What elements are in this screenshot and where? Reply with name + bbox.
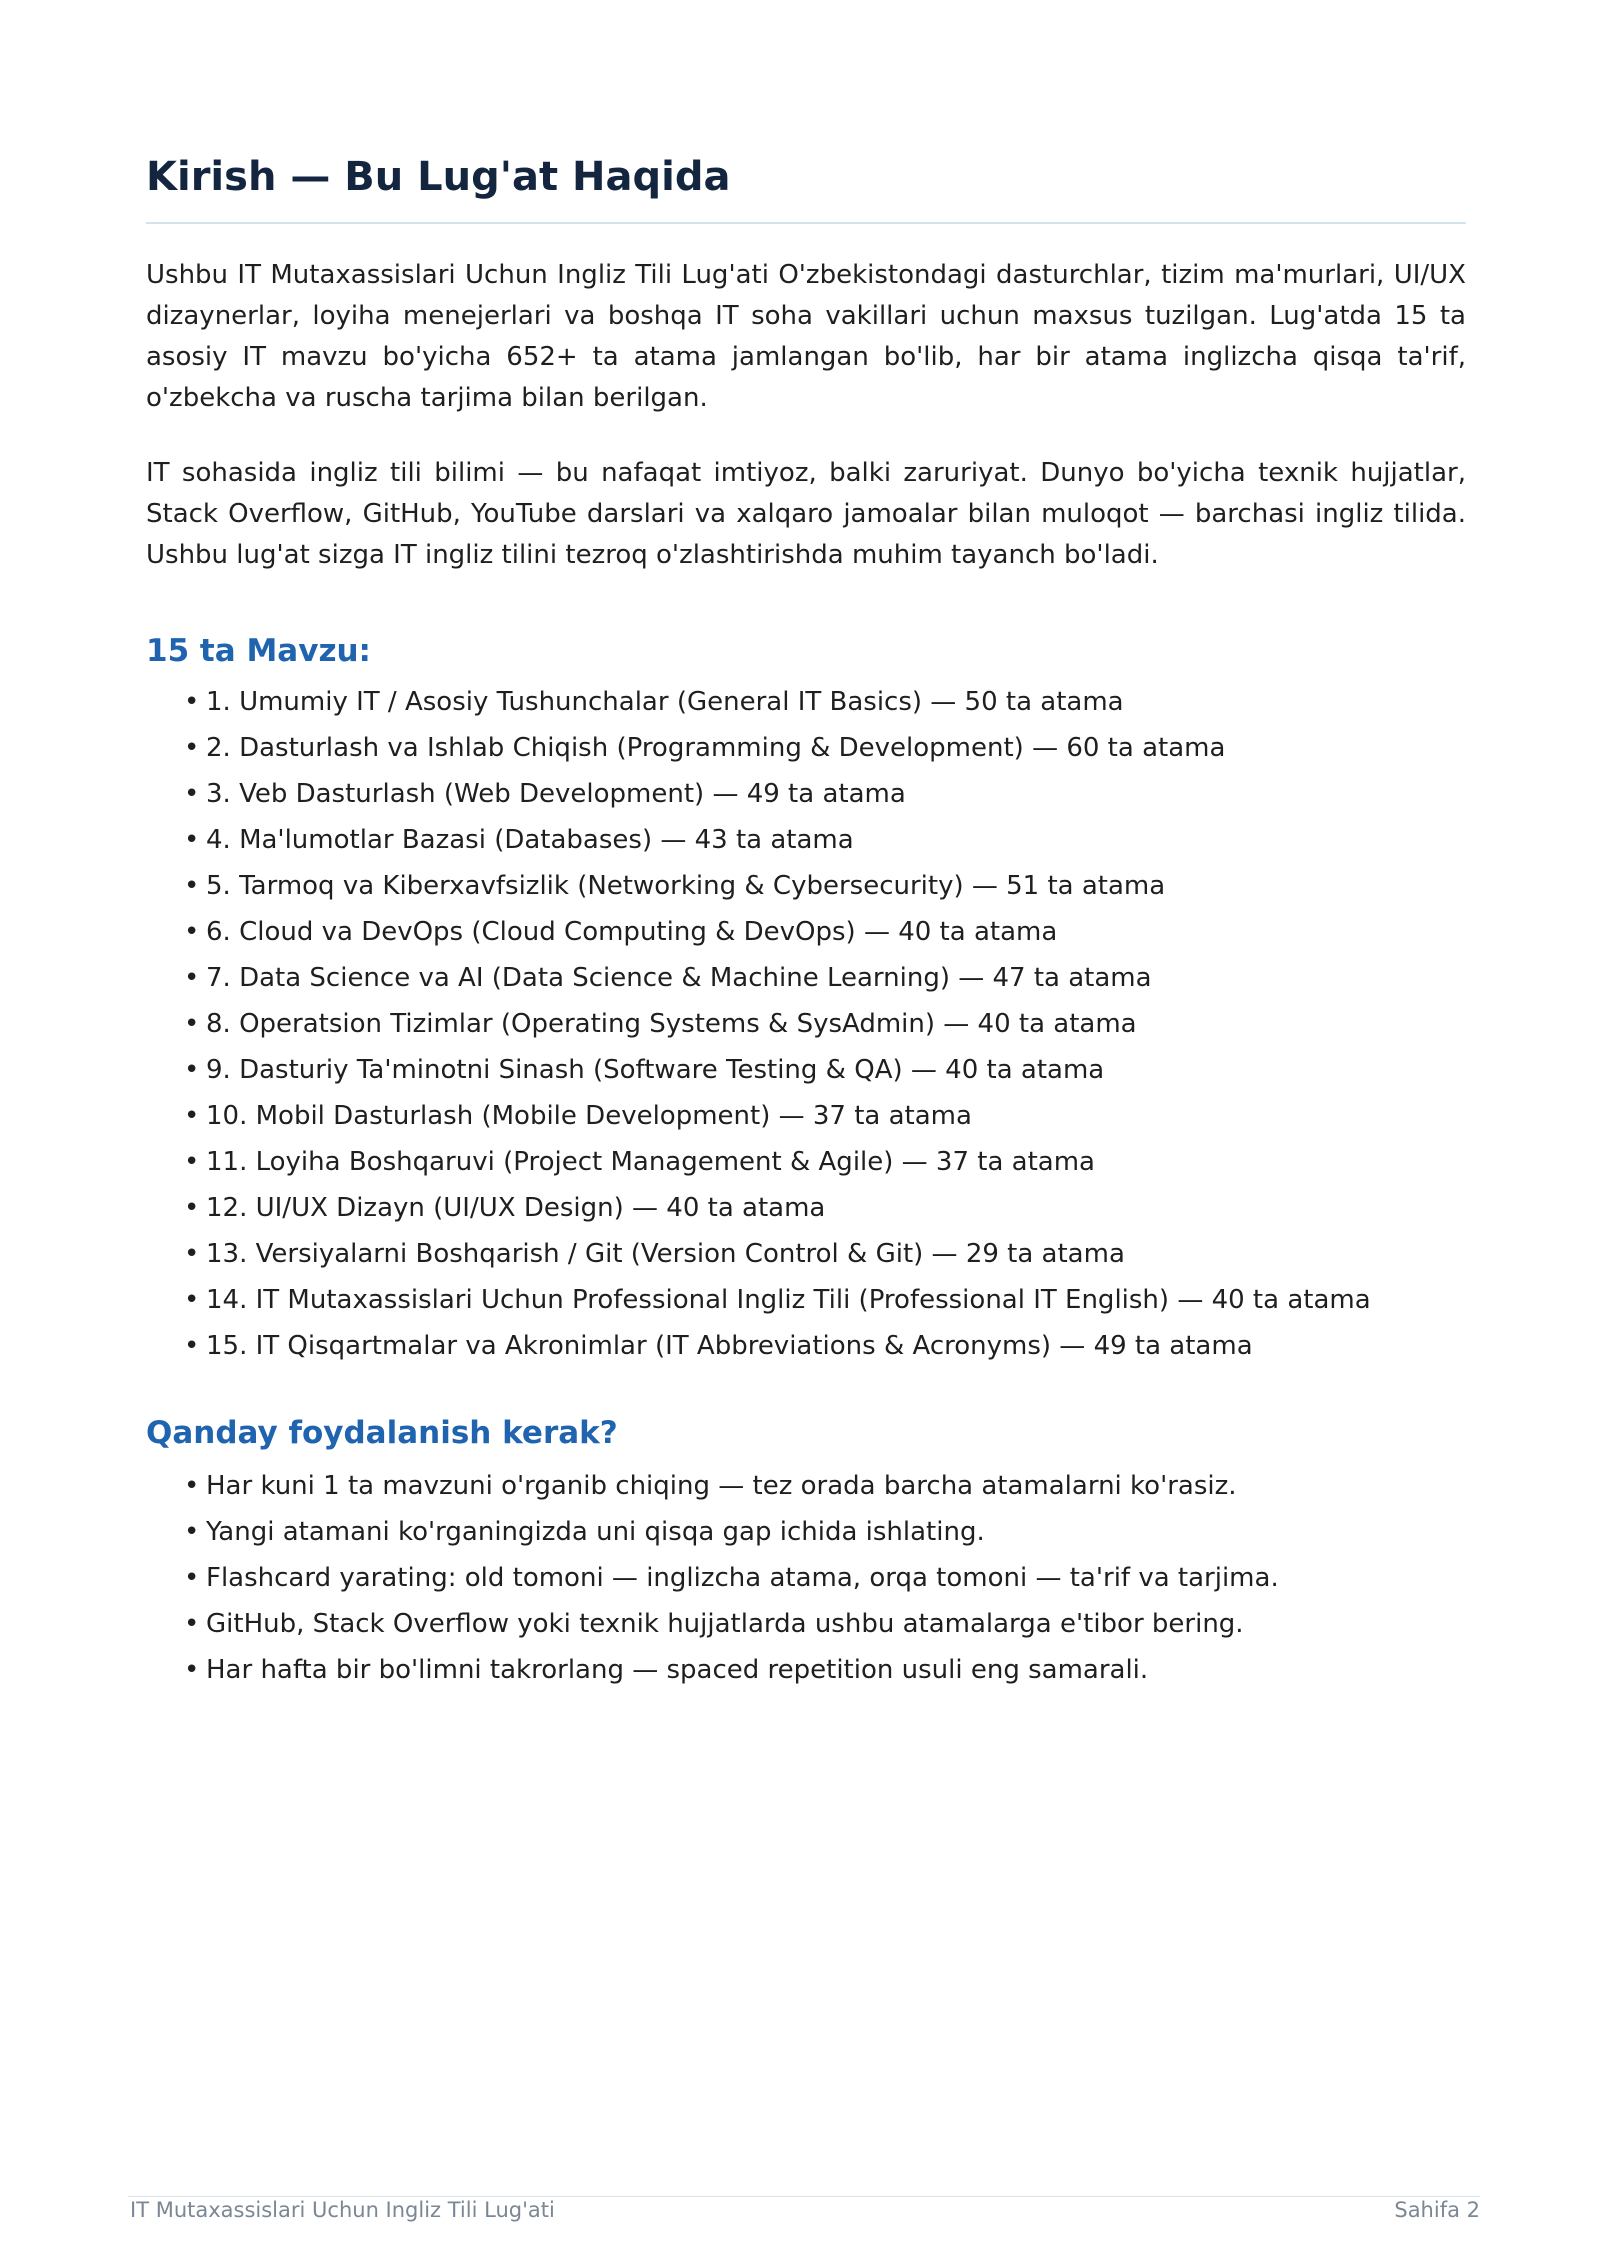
topic-list-item-text: 7. Data Science va AI (Data Science & Machine Learning) — 47 ta atama bbox=[206, 963, 1152, 993]
usage-heading: Qanday foydalanish kerak? bbox=[146, 1415, 618, 1451]
usage-list-item-text: Yangi atamani ko'rganingizda uni qisqa gap ichida ishlating. bbox=[206, 1517, 985, 1547]
bullet-marker: • bbox=[184, 1101, 200, 1131]
bullet-marker: • bbox=[184, 963, 200, 993]
topic-list-item bbox=[184, 1277, 1371, 1323]
page-title: Kirish — Bu Lug'at Haqida bbox=[146, 154, 731, 200]
topics-list bbox=[184, 679, 1371, 1369]
topic-list-item-text: 14. IT Mutaxassislari Uchun Professional Ingliz Tili (Professional IT English) — 40 ta atama bbox=[206, 1285, 1371, 1315]
bullet-marker: • bbox=[184, 1563, 200, 1593]
bullet-marker: • bbox=[184, 1193, 200, 1223]
bullet-marker: • bbox=[184, 871, 200, 901]
topic-list-item bbox=[184, 1093, 1371, 1139]
bullet-marker: • bbox=[184, 687, 200, 717]
topic-list-item bbox=[184, 909, 1371, 955]
topic-list-item-text: 2. Dasturlash va Ishlab Chiqish (Programming & Development) — 60 ta atama bbox=[206, 733, 1226, 763]
footer-document-name: IT Mutaxassislari Uchun Ingliz Tili Lug'ati bbox=[130, 2198, 555, 2222]
intro-paragraph-2: IT sohasida ingliz tili bilimi — bu nafaqat imtiyoz, balki zaruriyat. Dunyo bo'yicha texnik hujjatlar, Stack Overflow, GitHub, YouTube darslari va xalqaro jamoalar bilan muloqot — barchasi ingliz tilida. Ushbu lug'at sizga IT ingliz tilini tezroq o'zlashtirishda muhim tayanch bo'ladi. bbox=[146, 458, 1466, 570]
usage-list-item bbox=[184, 1509, 1279, 1555]
topic-list-item bbox=[184, 1139, 1371, 1185]
bullet-marker: • bbox=[184, 1239, 200, 1269]
bullet-marker: • bbox=[184, 917, 200, 947]
topic-list-item-text: 12. UI/UX Dizayn (UI/UX Design) — 40 ta atama bbox=[206, 1193, 826, 1223]
topic-list-item bbox=[184, 1323, 1371, 1369]
usage-list-item bbox=[184, 1647, 1279, 1693]
bullet-marker: • bbox=[184, 1655, 200, 1685]
topic-list-item bbox=[184, 771, 1371, 817]
topic-list-item-text: 1. Umumiy IT / Asosiy Tushunchalar (General IT Basics) — 50 ta atama bbox=[206, 687, 1124, 717]
topic-list-item bbox=[184, 679, 1371, 725]
usage-list-item-text: GitHub, Stack Overflow yoki texnik hujjatlarda ushbu atamalarga e'tibor bering. bbox=[206, 1609, 1244, 1639]
topic-list-item bbox=[184, 863, 1371, 909]
topic-list-item-text: 15. IT Qisqartmalar va Akronimlar (IT Abbreviations & Acronyms) — 49 ta atama bbox=[206, 1331, 1253, 1361]
usage-list-item-text: Har kuni 1 ta mavzuni o'rganib chiqing — tez orada barcha atamalarni ko'rasiz. bbox=[206, 1471, 1237, 1501]
footer-page-number: Sahifa 2 bbox=[1394, 2198, 1480, 2222]
topic-list-item-text: 5. Tarmoq va Kiberxavfsizlik (Networking & Cybersecurity) — 51 ta atama bbox=[206, 871, 1166, 901]
bullet-marker: • bbox=[184, 1517, 200, 1547]
usage-list-item-text: Flashcard yarating: old tomoni — inglizcha atama, orqa tomoni — ta'rif va tarjima. bbox=[206, 1563, 1279, 1593]
bullet-marker: • bbox=[184, 1009, 200, 1039]
topic-list-item-text: 3. Veb Dasturlash (Web Development) — 49 ta atama bbox=[206, 779, 906, 809]
topic-list-item-text: 13. Versiyalarni Boshqarish / Git (Version Control & Git) — 29 ta atama bbox=[206, 1239, 1125, 1269]
topic-list-item bbox=[184, 1001, 1371, 1047]
bullet-marker: • bbox=[184, 1471, 200, 1501]
bullet-marker: • bbox=[184, 1147, 200, 1177]
bullet-marker: • bbox=[184, 779, 200, 809]
bullet-marker: • bbox=[184, 825, 200, 855]
topics-heading: 15 ta Mavzu: bbox=[146, 633, 371, 669]
title-divider bbox=[146, 222, 1466, 224]
bullet-marker: • bbox=[184, 733, 200, 763]
intro-paragraph-1: Ushbu IT Mutaxassislari Uchun Ingliz Tili Lug'ati O'zbekistondagi dasturchlar, tizim ma'murlari, UI/UX dizaynerlar, loyiha menejerlari va boshqa IT soha vakillari uchun maxsus tuzilgan. Lug'atda 15 ta asosiy IT mavzu bo'yicha 652+ ta atama jamlangan bo'lib, har bir atama inglizcha qisqa ta'rif, o'zbekcha va ruscha tarjima bilan berilgan. bbox=[146, 260, 1466, 413]
topic-list-item bbox=[184, 955, 1371, 1001]
topic-list-item-text: 10. Mobil Dasturlash (Mobile Development) — 37 ta atama bbox=[206, 1101, 972, 1131]
usage-list-item bbox=[184, 1601, 1279, 1647]
topic-list-item-text: 11. Loyiha Boshqaruvi (Project Management & Agile) — 37 ta atama bbox=[206, 1147, 1095, 1177]
bullet-marker: • bbox=[184, 1609, 200, 1639]
usage-list-item-text: Har hafta bir bo'limni takrorlang — spaced repetition usuli eng samarali. bbox=[206, 1655, 1149, 1685]
topic-list-item-text: 9. Dasturiy Ta'minotni Sinash (Software Testing & QA) — 40 ta atama bbox=[206, 1055, 1105, 1085]
topic-list-item-text: 4. Ma'lumotlar Bazasi (Databases) — 43 ta atama bbox=[206, 825, 854, 855]
usage-list-item bbox=[184, 1555, 1279, 1601]
bullet-marker: • bbox=[184, 1331, 200, 1361]
topic-list-item bbox=[184, 1231, 1371, 1277]
usage-list-item bbox=[184, 1463, 1279, 1509]
topic-list-item bbox=[184, 817, 1371, 863]
topic-list-item-text: 6. Cloud va DevOps (Cloud Computing & DevOps) — 40 ta atama bbox=[206, 917, 1058, 947]
topic-list-item bbox=[184, 1185, 1371, 1231]
bullet-marker: • bbox=[184, 1055, 200, 1085]
bullet-marker: • bbox=[184, 1285, 200, 1315]
usage-list bbox=[184, 1463, 1279, 1693]
topic-list-item bbox=[184, 725, 1371, 771]
topic-list-item-text: 8. Operatsion Tizimlar (Operating Systems & SysAdmin) — 40 ta atama bbox=[206, 1009, 1137, 1039]
topic-list-item bbox=[184, 1047, 1371, 1093]
